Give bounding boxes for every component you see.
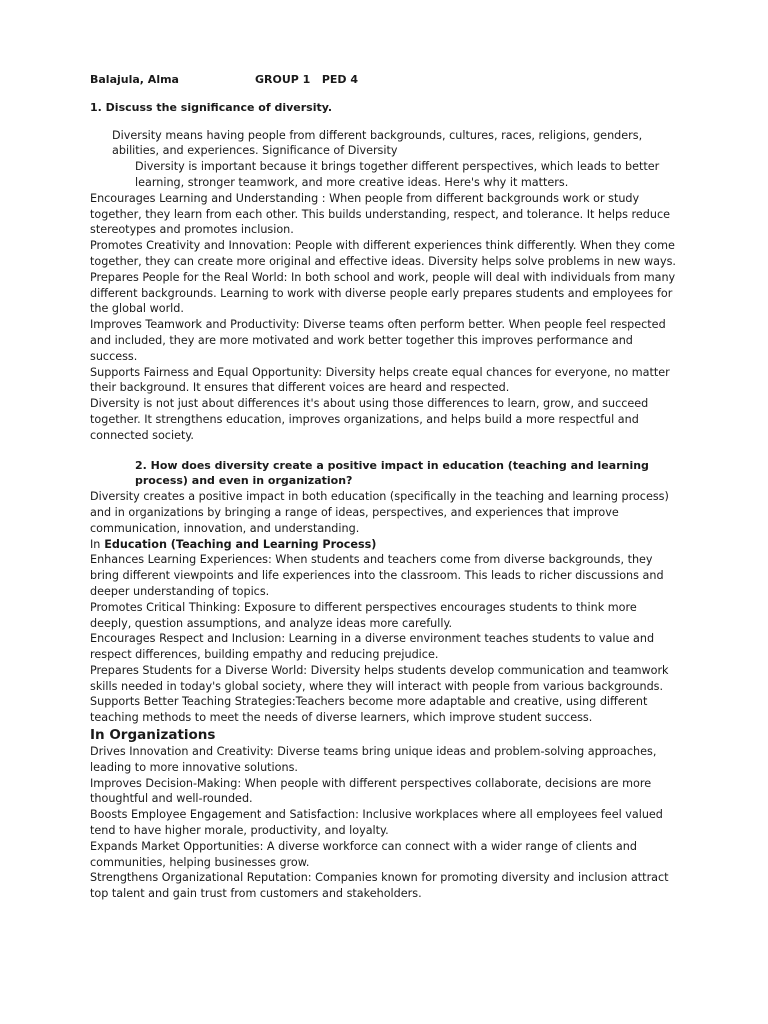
- q1-point: Promotes Creativity and Innovation: People with different experiences think differently. When they come together, they can create more original and effective ideas. Diversity helps solve problems in new ways.: [90, 239, 676, 268]
- organization-point: Improves Decision-Making: When people with different perspectives collaborate, decisions are more thoughtful and well-rounded.: [90, 776, 652, 806]
- organization-point: Boosts Employee Engagement and Satisfaction: Inclusive workplaces where all employees feel valued tend to have higher morale, productivity, and loyalty.: [90, 808, 663, 838]
- q1-point: Encourages Learning and Understanding : When people from different backgrounds work or study together, they learn from each other. This builds understanding, respect, and tolerance. It helps reduce stereotypes and promotes inclusion.: [90, 191, 670, 237]
- q1-point: Prepares People for the Real World: In both school and work, people will deal with individuals from many different backgrounds. Learning to work with diverse people early prepares students and employees for the global world.: [90, 270, 676, 316]
- organizations-heading: In Organizations: [90, 727, 216, 744]
- education-point: Enhances Learning Experiences: When students and teachers come from diverse backgrounds, they bring different viewpoints and life experiences into the classroom. This leads to richer discussions and deeper understanding of topics.: [90, 553, 664, 598]
- education-point: Promotes Critical Thinking: Exposure to different perspectives encourages students to think more deeply, question assumptions, and analyze ideas more carefully.: [90, 600, 637, 630]
- organization-point: Drives Innovation and Creativity: Diverse teams bring unique ideas and problem-solving approaches, leading to more innovative solutions.: [90, 745, 657, 774]
- group-label: GROUP 1 PED 4: [255, 73, 359, 86]
- q2-intro-paragraph: Diversity creates a positive impact in both education (specifically in the teaching and learning process) and in organizations by bringing a range of ideas, perspectives, and experiences that improve communication, innovation, and understanding.: [90, 490, 669, 535]
- q1-point: Supports Fairness and Equal Opportunity: Diversity helps create equal chances for everyone, no matter their background. It ensures that different voices are heard and respected.: [90, 365, 670, 395]
- document-header: [90, 72, 680, 88]
- education-heading-prefix: In: [90, 537, 101, 551]
- author-name: Balajula, Alma: [90, 73, 179, 86]
- education-point: Encourages Respect and Inclusion: Learning in a diverse environment teaches students to value and respect differences, building empathy and reducing prejudice.: [90, 632, 655, 662]
- education-heading: [90, 537, 680, 553]
- organization-point: Expands Market Opportunities: A diverse workforce can connect with a wider range of clients and communities, helping businesses grow.: [90, 839, 637, 869]
- question-1-title: 1. Discuss the significance of diversity.: [90, 100, 333, 114]
- question-2-title: 2. How does diversity create a positive impact in education (teaching and learning process) and even in organization?: [135, 458, 649, 488]
- education-point: Prepares Students for a Diverse World: Diversity helps students develop communication and teamwork skills needed in today's global society, where they will interact with people from various backgrounds.: [90, 663, 669, 693]
- q1-conclusion: Diversity is not just about differences it's about using those differences to learn, grow, and succeed together. It strengthens education, improves organizations, and helps build a more respectful and connected society.: [90, 397, 649, 442]
- q1-point: Improves Teamwork and Productivity: Diverse teams often perform better. When people feel respected and included, they are more motivated and work better together this improves performance and success.: [90, 318, 666, 363]
- q1-intro-paragraph-2: Diversity is important because it brings together different perspectives, which leads to better learning, stronger teamwork, and more creative ideas. Here's why it matters.: [135, 160, 660, 189]
- document-page: [90, 72, 680, 902]
- education-point: Supports Better Teaching Strategies:Teachers become more adaptable and creative, using different teaching methods to meet the needs of diverse learners, which improve student success.: [90, 695, 648, 725]
- q1-intro-paragraph: Diversity means having people from different backgrounds, cultures, races, religions, genders, abilities, and experiences. Significance of Diversity: [112, 128, 643, 158]
- education-heading-text: Education (Teaching and Learning Process): [100, 537, 377, 551]
- organization-point: Strengthens Organizational Reputation: Companies known for promoting diversity and inclusion attract top talent and gain trust from customers and stakeholders.: [90, 871, 669, 901]
